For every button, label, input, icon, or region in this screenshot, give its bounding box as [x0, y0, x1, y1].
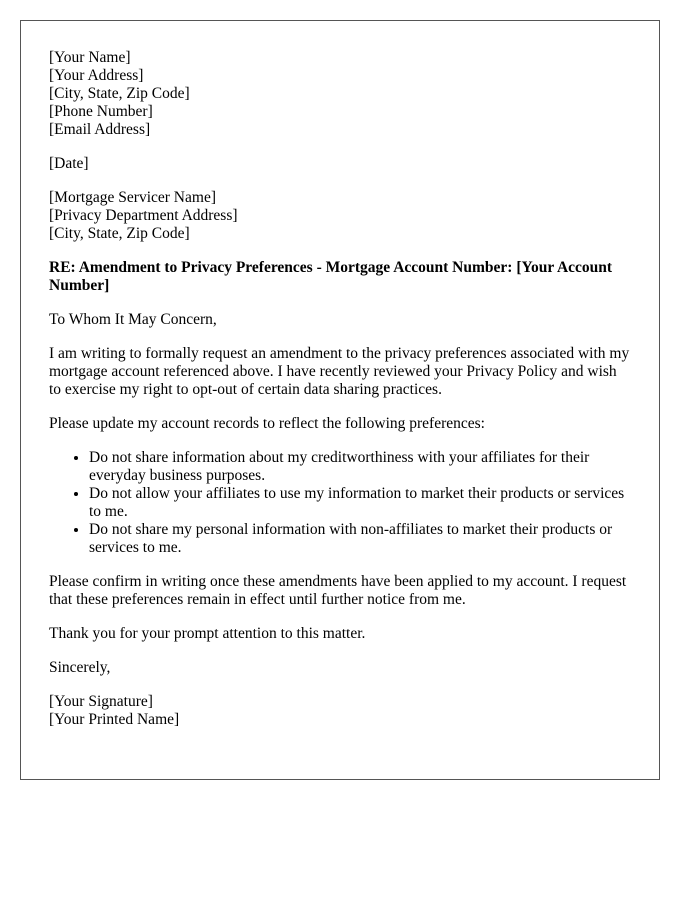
salutation: To Whom It May Concern, [49, 311, 217, 328]
sender-block [49, 49, 631, 139]
letter-page [20, 20, 660, 780]
sender-name: [Your Name] [49, 49, 131, 66]
date-block [49, 155, 631, 173]
sender-city-state-zip: [City, State, Zip Code] [49, 85, 190, 102]
thanks-paragraph: Thank you for your prompt attention to this matter. [49, 625, 366, 642]
list-item: • Do not share my personal information with non-affiliates to market their products or services to me. [89, 521, 631, 557]
recipient-block [49, 189, 631, 243]
list-item: • Do not share information about my creditworthiness with your affiliates for their everyday business purposes. [89, 449, 631, 485]
sender-email: [Email Address] [49, 121, 151, 138]
preferences-list [49, 449, 631, 557]
confirmation-paragraph: Please confirm in writing once these amendments have been applied to my account. I request that these preferences remain in effect until further notice from me. [49, 573, 627, 608]
signature-block [49, 693, 631, 729]
sender-address: [Your Address] [49, 67, 144, 84]
recipient-city-state-zip: [City, State, Zip Code] [49, 225, 190, 242]
subject-line: RE: Amendment to Privacy Preferences - Mortgage Account Number: [Your Account Number] [49, 259, 613, 294]
intro-paragraph: I am writing to formally request an amendment to the privacy preferences associated with my mortgage account referenced above. I have recently reviewed your Privacy Policy and wish to exercise my right to opt-out of certain data sharing practices. [49, 345, 630, 398]
list-item: • Do not allow your affiliates to use my information to market their products or services to me. [89, 485, 631, 521]
signature-line: [Your Signature] [49, 693, 153, 710]
request-paragraph: Please update my account records to reflect the following preferences: [49, 415, 485, 432]
sign-off: Sincerely, [49, 659, 111, 676]
recipient-name: [Mortgage Servicer Name] [49, 189, 216, 206]
letter-date: [Date] [49, 155, 89, 172]
printed-name: [Your Printed Name] [49, 711, 180, 728]
sender-phone: [Phone Number] [49, 103, 153, 120]
recipient-address: [Privacy Department Address] [49, 207, 238, 224]
